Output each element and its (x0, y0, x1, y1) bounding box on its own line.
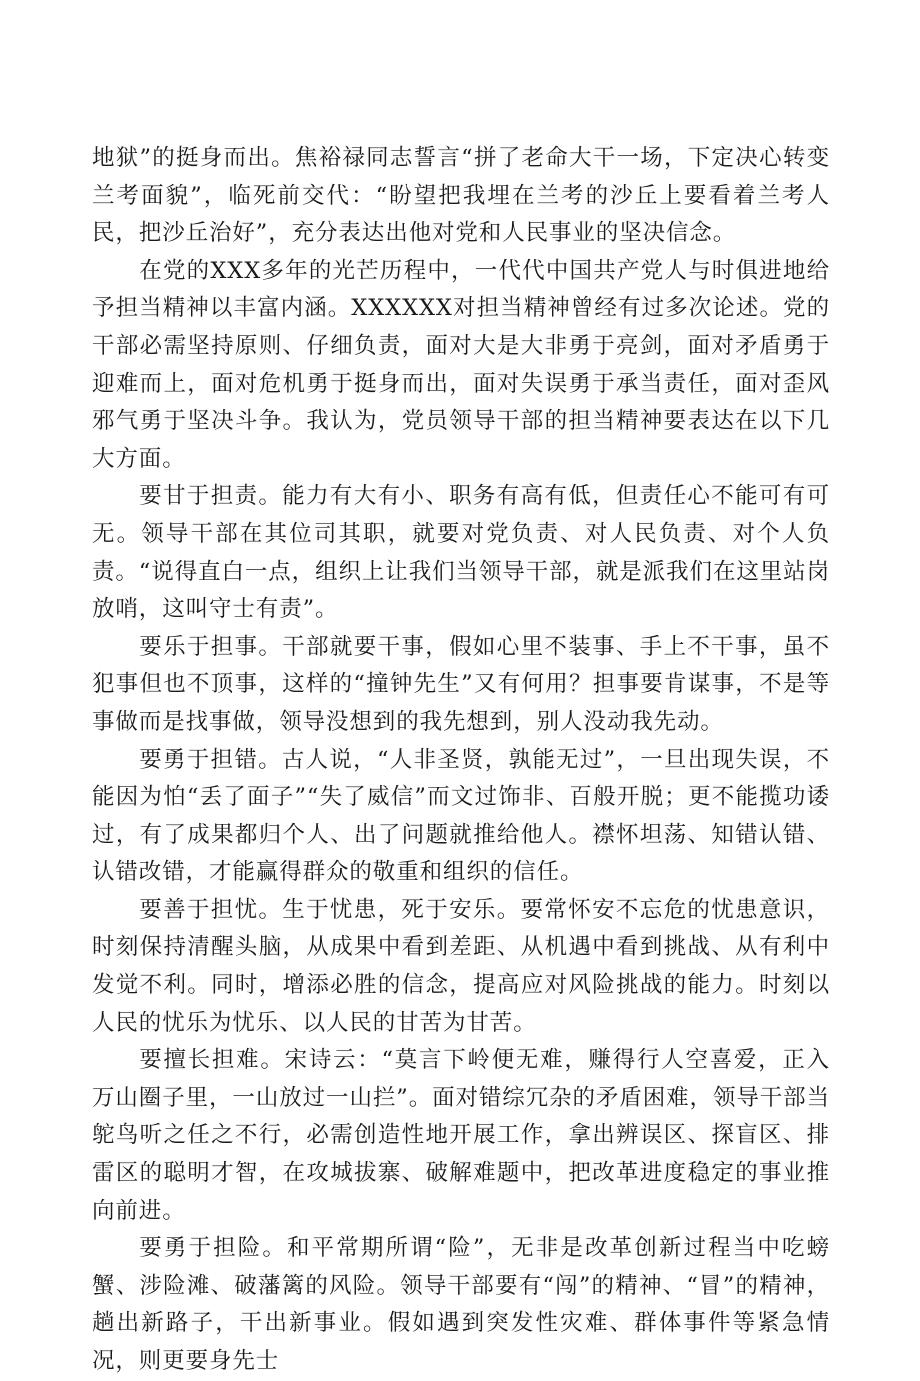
paragraph-7: 要擅长担难。宋诗云：“莫言下岭便无难，赚得行人空喜爱，正入万山圈子里，一山放过一山拦”。面对错综冗杂的矛盾困难，领导干部当鸵鸟听之任之不行，必需创造性地开展工作，拿出辨误区、探盲区、排雷区的聪明才智，在攻城拔寨、破解难题中，把改革进度稳定的事业推向前进。 (92, 1047, 830, 1224)
paragraph-5: 要勇于担错。古人说，“人非圣贤，孰能无过”，一旦出现失误，不能因为怕“丢了面子”“失了威信”而文过饰非、百般开脱；更不能揽功诿过，有了成果都归个人、出了问题就推给他人。襟怀坦荡、知错认错、认错改错，才能赢得群众的敬重和组织的信任。 (92, 746, 830, 886)
document-page (92, 140, 830, 1381)
paragraph-8: 要勇于担险。和平常期所谓“险”，无非是改革创新过程当中吃螃蟹、涉险滩、破藩篱的风险。领导干部要有“闯”的精神、“冒”的精神，趟出新路子，干出新事业。假如遇到突发性灾难、群体事件等紧急情况，则更要身先士 (92, 1235, 830, 1374)
paragraph-2: 在党的XXX多年的光芒历程中，一代代中国共产党人与时俱进地给予担当精神以丰富内涵。XXXXXX对担当精神曾经有过多次论述。党的干部必需坚持原则、仔细负责，面对大是大非勇于亮剑，面对矛盾勇于迎难而上，面对危机勇于挺身而出，面对失误勇于承当责任，面对歪风邪气勇于坚决斗争。我认为，党员领导干部的担当精神要表达在以下几大方面。 (92, 257, 830, 472)
paragraph-4: 要乐于担事。干部就要干事，假如心里不装事、手上不干事，虽不犯事但也不顶事，这样的“撞钟先生”又有何用？担事要肯谋事，不是等事做而是找事做，领导没想到的我先想到，别人没动我先动。 (92, 633, 830, 735)
paragraph-6: 要善于担忧。生于忧患，死于安乐。要常怀安不忘危的忧患意识，时刻保持清醒头脑，从成果中看到差距、从机遇中看到挑战、从有利中发觉不利。同时，增添必胜的信念，提高应对风险挑战的能力。时刻以人民的忧乐为忧乐、以人民的甘苦为甘苦。 (92, 896, 830, 1036)
paragraph-1: 地狱”的挺身而出。焦裕禄同志誓言“拼了老命大干一场，下定决心转变兰考面貌”，临死前交代：“盼望把我埋在兰考的沙丘上要看着兰考人民，把沙丘治好”，充分表达出他对党和人民事业的坚决信念。 (92, 145, 830, 247)
paragraph-3: 要甘于担责。能力有大有小、职务有高有低，但责任心不能可有可无。领导干部在其位司其职，就要对党负责、对人民负责、对个人负责。“说得直白一点，组织上让我们当领导干部，就是派我们在这里站岗放哨，这叫守士有责”。 (92, 483, 830, 623)
